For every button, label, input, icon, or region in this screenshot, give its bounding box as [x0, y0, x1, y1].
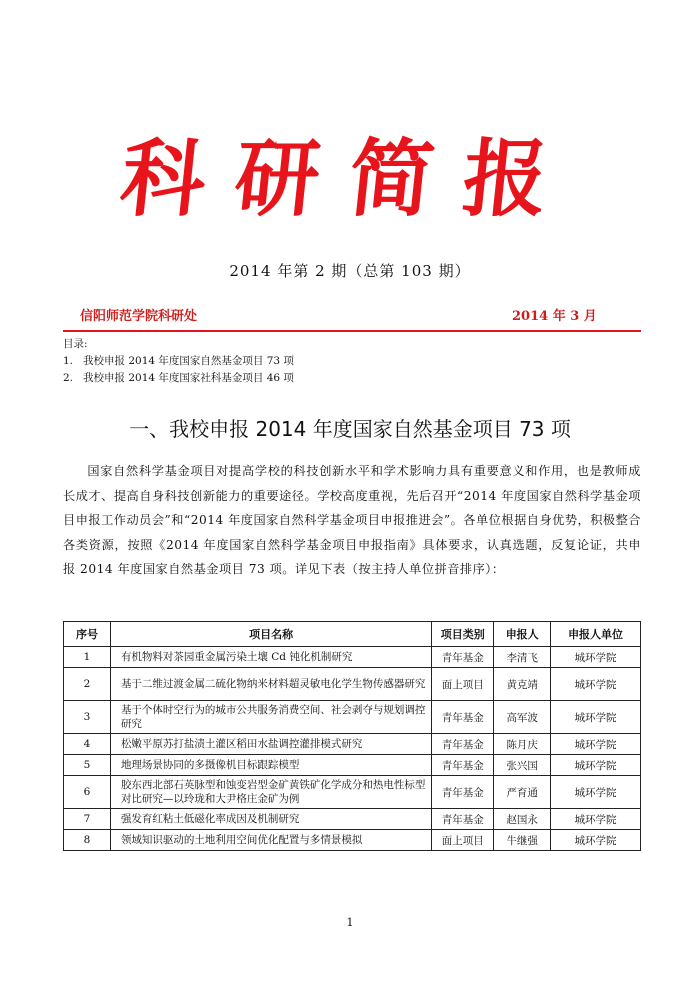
cell-index: 2	[64, 668, 111, 701]
header-index: 序号	[64, 622, 111, 647]
cell-index: 6	[64, 776, 111, 809]
page-number: 1	[346, 916, 354, 929]
cell-unit: 城环学院	[551, 776, 641, 809]
table-row	[64, 755, 641, 776]
section-title: 一、我校申报 2014 年度国家自然基金项目 73 项	[129, 417, 571, 441]
cell-project-name: 基于个体时空行为的城市公共服务消费空间、社会剥夺与规划调控研究	[110, 701, 431, 734]
table-row	[64, 830, 641, 851]
header-project-name: 项目名称	[110, 622, 431, 647]
cell-unit: 城环学院	[551, 809, 641, 830]
cell-project-name: 基于二维过渡金属二硫化物纳米材料超灵敏电化学生物传感器研究	[110, 668, 431, 701]
cell-unit: 城环学院	[551, 830, 641, 851]
cell-category: 青年基金	[432, 701, 494, 734]
cell-unit: 城环学院	[551, 668, 641, 701]
cell-unit: 城环学院	[551, 755, 641, 776]
toc-item[interactable]	[63, 353, 294, 370]
cell-project-name: 强发育红粘土低磁化率成因及机制研究	[110, 809, 431, 830]
toc-item[interactable]	[63, 370, 294, 387]
table-row	[64, 701, 641, 734]
publish-date: 2014 年 3 月	[512, 309, 597, 324]
cell-project-name: 胶东西北部石英脉型和蚀变岩型金矿黄铁矿化学成分和热电性标型对比研究—以玲珑和大尹格庄金矿为例	[110, 776, 431, 809]
org-name: 信阳师范学院科研处	[80, 309, 198, 324]
cell-unit: 城环学院	[551, 701, 641, 734]
cell-index: 8	[64, 830, 111, 851]
cell-applicant: 张兴国	[494, 755, 551, 776]
cell-index: 1	[64, 647, 111, 668]
cell-project-name: 领域知识驱动的土地利用空间优化配置与多情景模拟	[110, 830, 431, 851]
table-row	[64, 776, 641, 809]
cell-index: 3	[64, 701, 111, 734]
cell-index: 7	[64, 809, 111, 830]
cell-applicant: 黄克靖	[494, 668, 551, 701]
cell-category: 青年基金	[432, 734, 494, 755]
cell-project-name: 地理场景协同的多摄像机目标跟踪模型	[110, 755, 431, 776]
body-paragraph: 国家自然科学基金项目对提高学校的科技创新水平和学术影响力具有重要意义和作用，也是教师成长成才、提高自身科技创新能力的重要途径。学校高度重视，先后召开“2014 年度国家自然科学基金项目申报工作动员会”和“2014 年度国家自然科学基金项目申报推进会”。各单位根据自身优势，积极整合各类资源，按照《2014 年度国家自然科学基金项目申报指南》具体要求，认真选题，反复论证，共申报 2014 年度国家自然基金项目 73 项。详见下表（按主持人单位拼音排序）：	[63, 464, 641, 577]
cell-applicant: 赵国永	[494, 809, 551, 830]
table-row	[64, 809, 641, 830]
cell-applicant: 李清飞	[494, 647, 551, 668]
masthead-title: 科研简报	[116, 129, 583, 228]
cell-index: 4	[64, 734, 111, 755]
cell-category: 面上项目	[432, 830, 494, 851]
issue-number: 2014 年第 2 期（总第 103 期）	[229, 262, 471, 280]
header-unit: 申报人单位	[551, 622, 641, 647]
cell-category: 面上项目	[432, 668, 494, 701]
cell-project-name: 松嫩平原苏打盐渍土灌区稻田水盐调控灌排模式研究	[110, 734, 431, 755]
red-divider	[63, 330, 641, 332]
cell-applicant: 陈月庆	[494, 734, 551, 755]
cell-unit: 城环学院	[551, 734, 641, 755]
cell-category: 青年基金	[432, 776, 494, 809]
toc-item-number: 1.	[63, 355, 74, 367]
cell-unit: 城环学院	[551, 647, 641, 668]
table-header-row	[64, 622, 641, 647]
cell-applicant: 牛继强	[494, 830, 551, 851]
table-row	[64, 647, 641, 668]
header-category: 项目类别	[432, 622, 494, 647]
toc-item-text: 我校申报 2014 年度国家社科基金项目 46 项	[83, 372, 294, 384]
cell-category: 青年基金	[432, 809, 494, 830]
toc-item-number: 2.	[63, 372, 74, 384]
cell-applicant: 严育通	[494, 776, 551, 809]
table-of-contents	[63, 336, 294, 387]
cell-category: 青年基金	[432, 647, 494, 668]
table-row	[64, 734, 641, 755]
projects-table	[63, 621, 641, 851]
cell-index: 5	[64, 755, 111, 776]
table-row	[64, 668, 641, 701]
toc-label: 目录:	[63, 338, 88, 350]
cell-category: 青年基金	[432, 755, 494, 776]
header-applicant: 申报人	[494, 622, 551, 647]
cell-project-name: 有机物料对茶园重金属污染土壤 Cd 钝化机制研究	[110, 647, 431, 668]
toc-item-text: 我校申报 2014 年度国家自然基金项目 73 项	[83, 355, 294, 367]
cell-applicant: 高军波	[494, 701, 551, 734]
